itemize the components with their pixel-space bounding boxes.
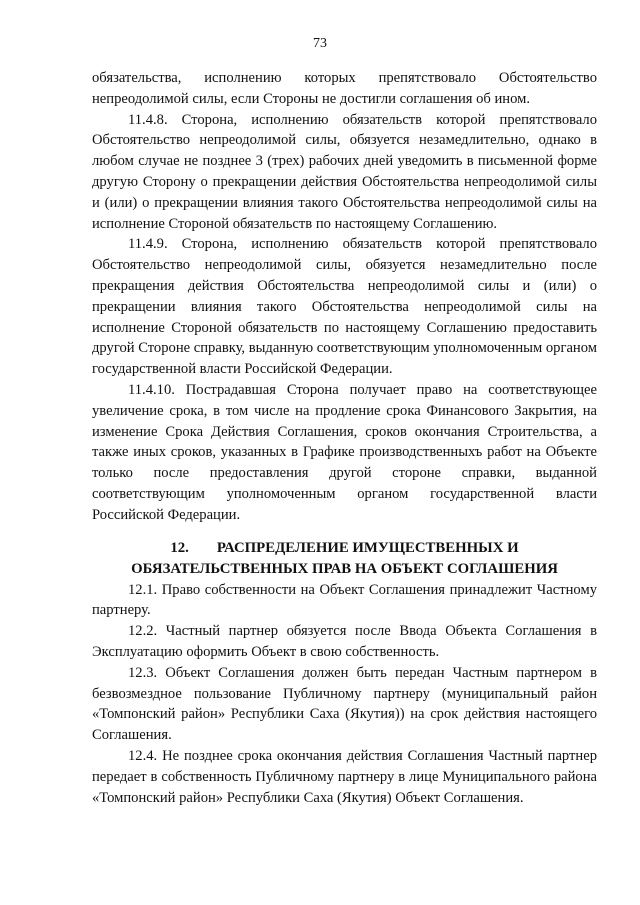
paragraph-11-4-10: 11.4.10. Пострадавшая Сторона получает право на соответствующее увеличение срока, в том числе на продление срока Финансового Закрытия, на изменение Срока Действия Соглашения, сроков окончания Строительства, а также иных сроков, указанных в Графике производственныхъ работ на Объекте только после предоставления другой стороне справки, выданной соответствующим уполномоченным органом государственной власти Российской Федерации. [92,381,597,523]
document-body [92,68,597,808]
page-number: 73 [313,36,327,51]
section-heading [92,538,597,580]
paragraph-12-4: 12.4. Не позднее срока окончания действия Соглашения Частный партнер передает в собственность Публичному партнеру в лице Муниципального района «Томпонский район» Республики Саха (Якутия) Объект Соглашения. [92,747,597,806]
paragraph-continuation: обязательства, исполнению которых препятствовало Обстоятельство непреодолимой силы, если Стороны не достигли соглашения об ином. [92,70,597,107]
paragraph-12-3: 12.3. Объект Соглашения должен быть передан Частным партнером в безвозмездное пользование Публичному партнеру (муниципальный район «Томпонский район» Республики Саха (Якутия)) на срок действия настоящего Соглашения. [92,664,597,744]
paragraph-11-4-9: 11.4.9. Сторона, исполнению обязательств которой препятствовало Обстоятельство непреодолимой силы, обязуется незамедлительно после прекращения действия Обстоятельства непреодолимой силы и (или) о прекращении влияния такого Обстоятельства непреодолимой силы на исполнение Стороной обязательств по настоящему Соглашению предоставить другой Стороне справку, выданную соответствующим уполномоченным органом государственной власти Российской Федерации. [92,236,597,378]
paragraph-12-2: 12.2. Частный партнер обязуется после Ввода Объекта Соглашения в Эксплуатацию оформить Объект в свою собственность. [92,623,597,660]
paragraph-12-1: 12.1. Право собственности на Объект Соглашения принадлежит Частному партнеру. [92,581,597,619]
paragraph-11-4-8: 11.4.8. Сторона, исполнению обязательств которой препятствовало Обстоятельство непреодолимой силы, обязуется незамедлительно, однако в любом случае не позднее 3 (трех) рабочих дней уведомить в письменной форме другую Сторону о прекращении действия Обстоятельства непреодолимой силы и (или) о прекращении влияния такого Обстоятельства непреодолимой силы на исполнение Стороной обязательств по настоящему Соглашению. [92,111,597,232]
section-number: 12. [170,539,189,556]
section-title-line-2: ОБЯЗАТЕЛЬСТВЕННЫХ ПРАВ НА ОБЪЕКТ СОГЛАШЕНИЯ [131,560,558,577]
section-title-line-1: РАСПРЕДЕЛЕНИЕ ИМУЩЕСТВЕННЫХ И [216,539,519,556]
section-heading-line-1 [92,538,597,559]
